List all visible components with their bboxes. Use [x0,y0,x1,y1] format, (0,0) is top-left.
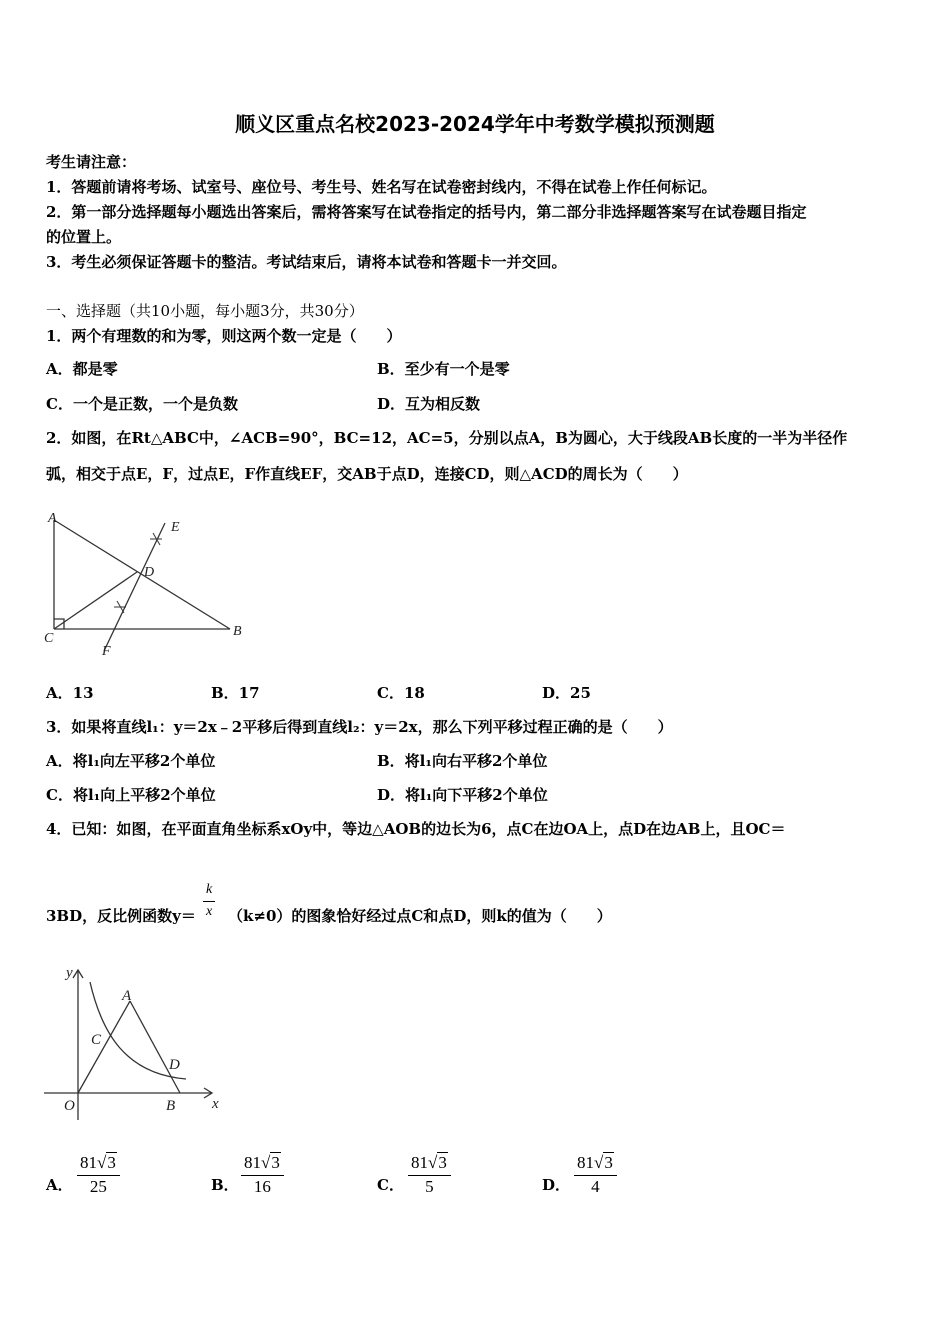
label-c: C [44,631,54,646]
question-1-stem: 1．两个有理数的和为零，则这两个数一定是（ ） [46,327,402,345]
question-4-stem-suffix: （k≠0）的图象恰好经过点C和点D，则k的值为（ ） [228,907,612,925]
q4-option-b-letter: B． [211,1176,239,1194]
q3-option-d: D．将l₁向下平移2个单位 [377,786,548,804]
triangle-figure [40,508,260,663]
q1-option-b: B．至少有一个是零 [377,360,510,378]
question-4-stem: 4．已知：如图，在平面直角坐标系xOy中，等边△AOB的边长为6，点C在边OA上，点D在边AB上，且OC＝ [46,820,786,838]
q1-option-c: C．一个是正数，一个是负数 [46,395,238,413]
notice-item: 1．答题前请将考场、试室号、座位号、考生号、姓名写在试卷密封线内，不得在试卷上作任何标记。 [46,178,717,196]
notice-item: 3．考生必须保证答题卡的整洁。考试结束后，请将本试卷和答题卡一并交回。 [46,253,567,271]
label-a: A [48,511,57,526]
line-ef [104,523,165,651]
label-o: O [64,1098,75,1114]
side-oa [78,1001,130,1093]
q2-option-a: A．13 [46,684,94,702]
label-b: B [233,624,242,639]
label-d: D [169,1057,180,1073]
side-ab [54,520,230,629]
q3-option-a: A．将l₁向左平移2个单位 [46,752,216,770]
q1-option-d: D．互为相反数 [377,395,481,413]
label-f: F [102,644,111,659]
q2-option-c: C．18 [377,684,425,702]
notice-heading: 考生请注意： [46,153,137,171]
label-a: A [122,988,132,1004]
coordinate-figure [40,962,230,1122]
side-ab [130,1001,180,1093]
label-d: D [144,565,155,580]
notice-item: 的位置上。 [46,228,122,246]
q4-option-d-letter: D． [542,1176,571,1194]
q1-option-a: A．都是零 [46,360,118,378]
question-2-stem: 2．如图，在Rt△ABC中，∠ACB=90°，BC=12，AC=5，分别以点A，B为圆心，大于线段AB长度的一半为半径作 [46,429,848,447]
q4-option-d-fraction: $\frac{81√3}{4}$ [574,1152,617,1198]
question-4-stem-prefix: 3BD，反比例函数y＝ [46,907,196,925]
segment-cd [54,572,137,629]
label-x: x [212,1096,219,1112]
label-b: B [166,1098,176,1114]
q4-option-a-letter: A． [46,1176,73,1194]
q4-option-c-fraction: $\frac{81√3}{5}$ [408,1152,451,1198]
label-e: E [171,520,180,535]
inline-fraction-k-over-x: $\frac{k}{x}$ [203,880,215,922]
notice-item: 2．第一部分选择题每小题选出答案后，需将答案写在试卷指定的括号内，第二部分非选择题答案写在试卷题目指定 [46,203,807,221]
question-2-stem-cont: 弧，相交于点E，F，过点E，F作直线EF，交AB于点D，连接CD，则△ACD的周长为（ ） [46,465,688,483]
section-heading: 一、选择题（共10小题，每小题3分，共30分） [46,302,364,320]
q3-option-c: C．将l₁向上平移2个单位 [46,786,216,804]
q2-option-d: D．25 [542,684,591,702]
q3-option-b: B．将l₁向右平移2个单位 [377,752,548,770]
page-title: 顺义区重点名校2023-2024学年中考数学模拟预测题 [235,112,715,136]
q4-option-c-letter: C． [377,1176,404,1194]
label-y: y [66,965,73,981]
q4-option-a-fraction: $\frac{81√3}{25}$ [77,1152,120,1198]
q2-option-b: B．17 [211,684,260,702]
label-c: C [91,1032,102,1048]
question-3-stem: 3．如果将直线l₁：y＝2x﹣2平移后得到直线l₂：y＝2x，那么下列平移过程正确的是（ ） [46,718,673,736]
q4-option-b-fraction: $\frac{81√3}{16}$ [241,1152,284,1198]
